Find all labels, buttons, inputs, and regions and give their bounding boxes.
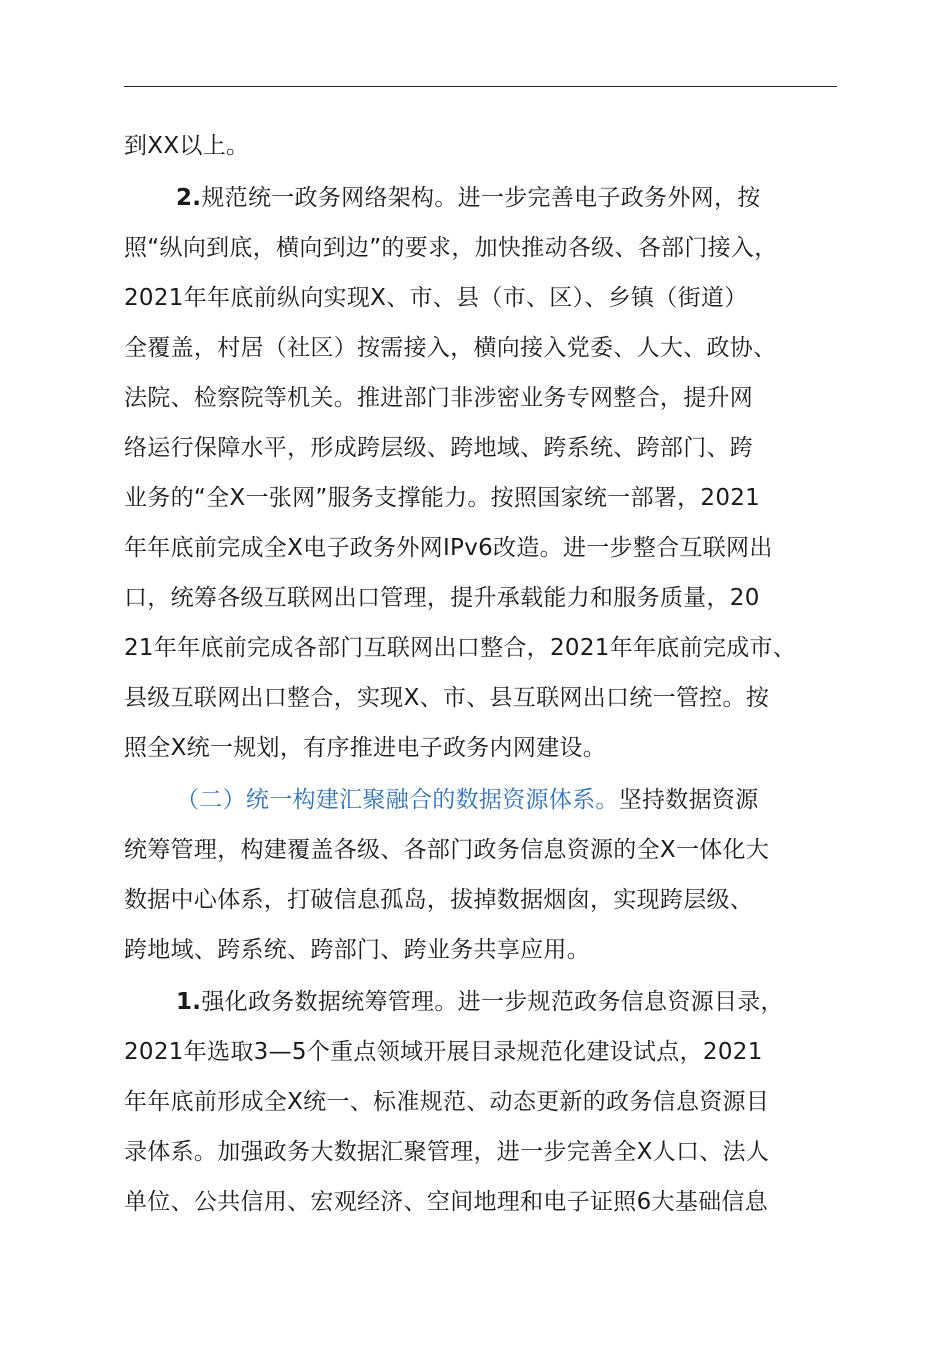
text-line: 2021年选取3—5个重点领域开展目录规范化建设试点，2021 <box>124 1039 763 1065</box>
text-line: 统筹管理，构建覆盖各级、各部门政务信息资源的全X一体化大 <box>124 837 770 863</box>
text-line: 2021年年底前纵向实现X、市、县（市、区）、乡镇（街道） <box>124 285 748 311</box>
section-heading-line: （二）统一构建汇聚融合的数据资源体系。坚持数据资源 <box>176 787 759 813</box>
text-line: 跨地域、跨系统、跨部门、跨业务共享应用。 <box>124 937 590 963</box>
header-rule <box>124 86 837 87</box>
item-number: 1. <box>176 989 202 1015</box>
text-line: 照“纵向到底，横向到边”的要求，加快推动各级、各部门接入， <box>124 235 778 261</box>
text-line: 照全X统一规划，有序推进电子政务内网建设。 <box>124 735 607 761</box>
text-line: 县级互联网出口整合，实现X、市、县互联网出口统一管控。按 <box>124 685 770 711</box>
text-line: 数据中心体系，打破信息孤岛，拔掉数据烟囱，实现跨层级、 <box>124 887 754 913</box>
text-line: 业务的“全X一张网”服务支撑能力。按照国家统一部署，2021 <box>124 485 761 511</box>
text-line: 年年底前完成全X电子政务外网IPv6改造。进一步整合互联网出 <box>124 535 773 561</box>
text-line: 年年底前形成全X统一、标准规范、动态更新的政务信息资源目 <box>124 1089 770 1115</box>
paragraph-2-first-line: 2.规范统一政务网络架构。进一步完善电子政务外网，按 <box>176 185 761 211</box>
text-line: 21年年底前完成各部门互联网出口整合，2021年年底前完成市、 <box>124 635 797 661</box>
text-line: 口，统筹各级互联网出口管理，提升承载能力和服务质量，20 <box>124 585 760 611</box>
text-line: 到XX以上。 <box>124 133 250 159</box>
item-number: 2. <box>176 185 202 211</box>
text-line: 单位、公共信用、宏观经济、空间地理和电子证照6大基础信息 <box>124 1189 769 1215</box>
text-line: 录体系。加强政务大数据汇聚管理，进一步完善全X人口、法人 <box>124 1139 770 1165</box>
text-line: 络运行保障水平，形成跨层级、跨地域、跨系统、跨部门、跨 <box>124 435 754 461</box>
paragraph-1-first-line: 1.强化政务数据统筹管理。进一步规范政务信息资源目录， <box>176 989 784 1015</box>
section-heading: （二）统一构建汇聚融合的数据资源体系。 <box>176 787 619 813</box>
text-line: 法院、检察院等机关。推进部门非涉密业务专网整合，提升网 <box>124 385 754 411</box>
text-line: 全覆盖，村居（社区）按需接入，横向接入党委、人大、政协、 <box>124 335 777 361</box>
